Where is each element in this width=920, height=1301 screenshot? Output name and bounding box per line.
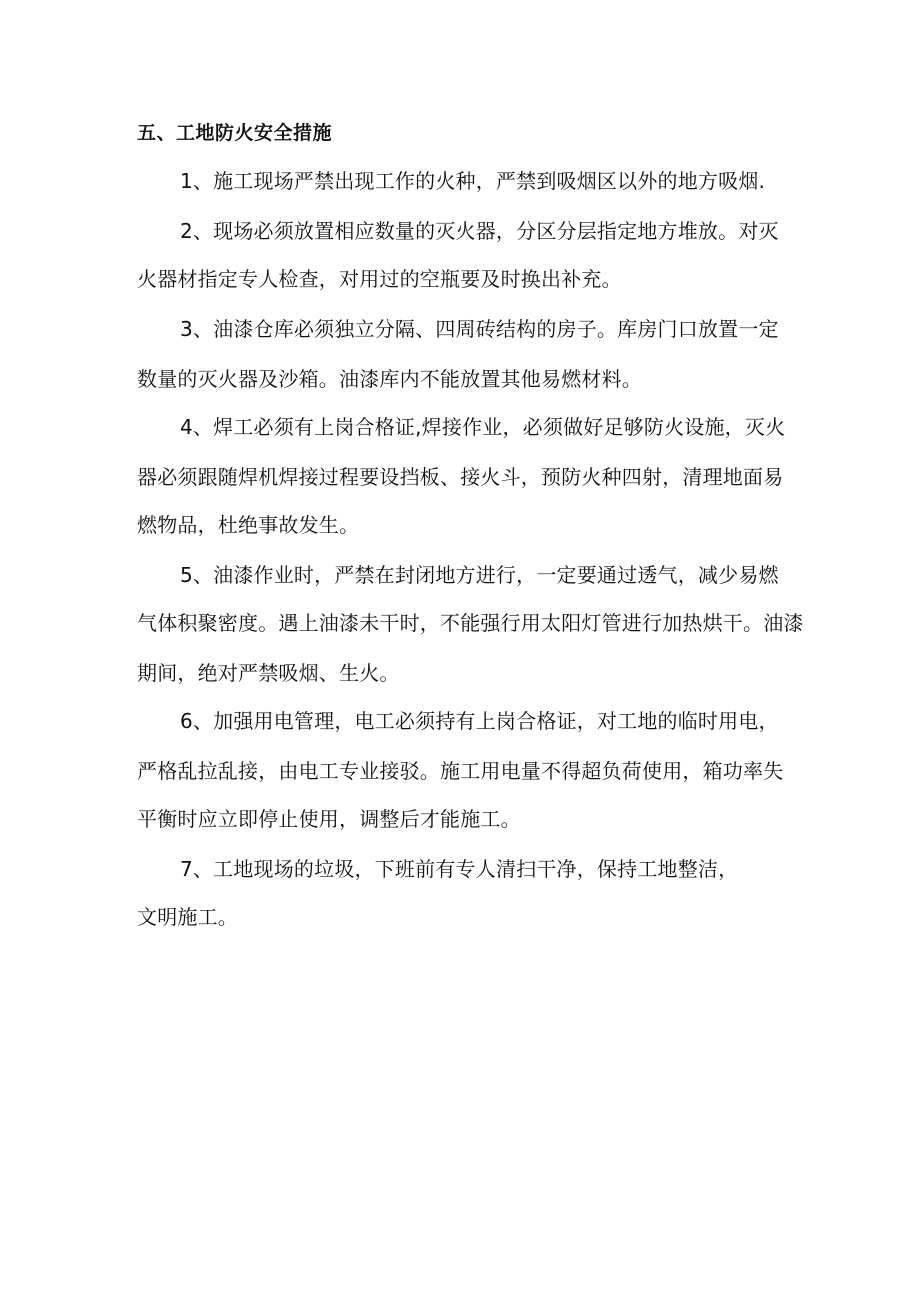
paragraph-line: 7、工地现场的垃圾，下班前有专人清扫干净，保持工地整洁， <box>180 857 739 881</box>
paragraph-line: 数量的灭火器及沙箱。油漆库内不能放置其他易燃材料。 <box>137 367 642 391</box>
paragraph-line: 器必须跟随焊机焊接过程要设挡板、接火斗，预防火种四射，清理地面易 <box>137 465 784 489</box>
paragraph-line: 1、施工现场严禁出现工作的火种，严禁到吸烟区以外的地方吸烟. <box>180 169 766 193</box>
paragraph-line: 2、现场必须放置相应数量的灭火器，分区分层指定地方堆放。对灭 <box>180 219 779 243</box>
paragraph-line: 5、油漆作业时，严禁在封闭地方进行，一定要通过透气，减少易燃 <box>180 563 779 587</box>
paragraph-line: 文明施工。 <box>137 905 238 929</box>
section-heading: 五、工地防火安全措施 <box>137 122 333 144</box>
paragraph-line: 严格乱拉乱接，由电工专业接驳。施工用电量不得超负荷使用，箱功率失 <box>137 759 784 783</box>
paragraph-line: 火器材指定专人检查，对用过的空瓶要及时换出补充。 <box>137 267 622 291</box>
paragraph-line: 期间，绝对严禁吸烟、生火。 <box>137 661 400 685</box>
paragraph-line: 4、焊工必须有上岗合格证,焊接作业，必须做好足够防火设施，灭火 <box>180 415 786 439</box>
paragraph-line: 燃物品，杜绝事故发生。 <box>137 513 360 537</box>
paragraph-line: 3、油漆仓库必须独立分隔、四周砖结构的房子。库房门口放置一定 <box>180 317 779 341</box>
paragraph-line: 气体积聚密度。遇上油漆未干时，不能强行用太阳灯管进行加热烘干。油漆 <box>137 611 804 635</box>
paragraph-line: 平衡时应立即停止使用，调整后才能施工。 <box>137 807 521 831</box>
paragraph-line: 6、加强用电管理，电工必须持有上岗合格证，对工地的临时用电， <box>180 709 779 733</box>
